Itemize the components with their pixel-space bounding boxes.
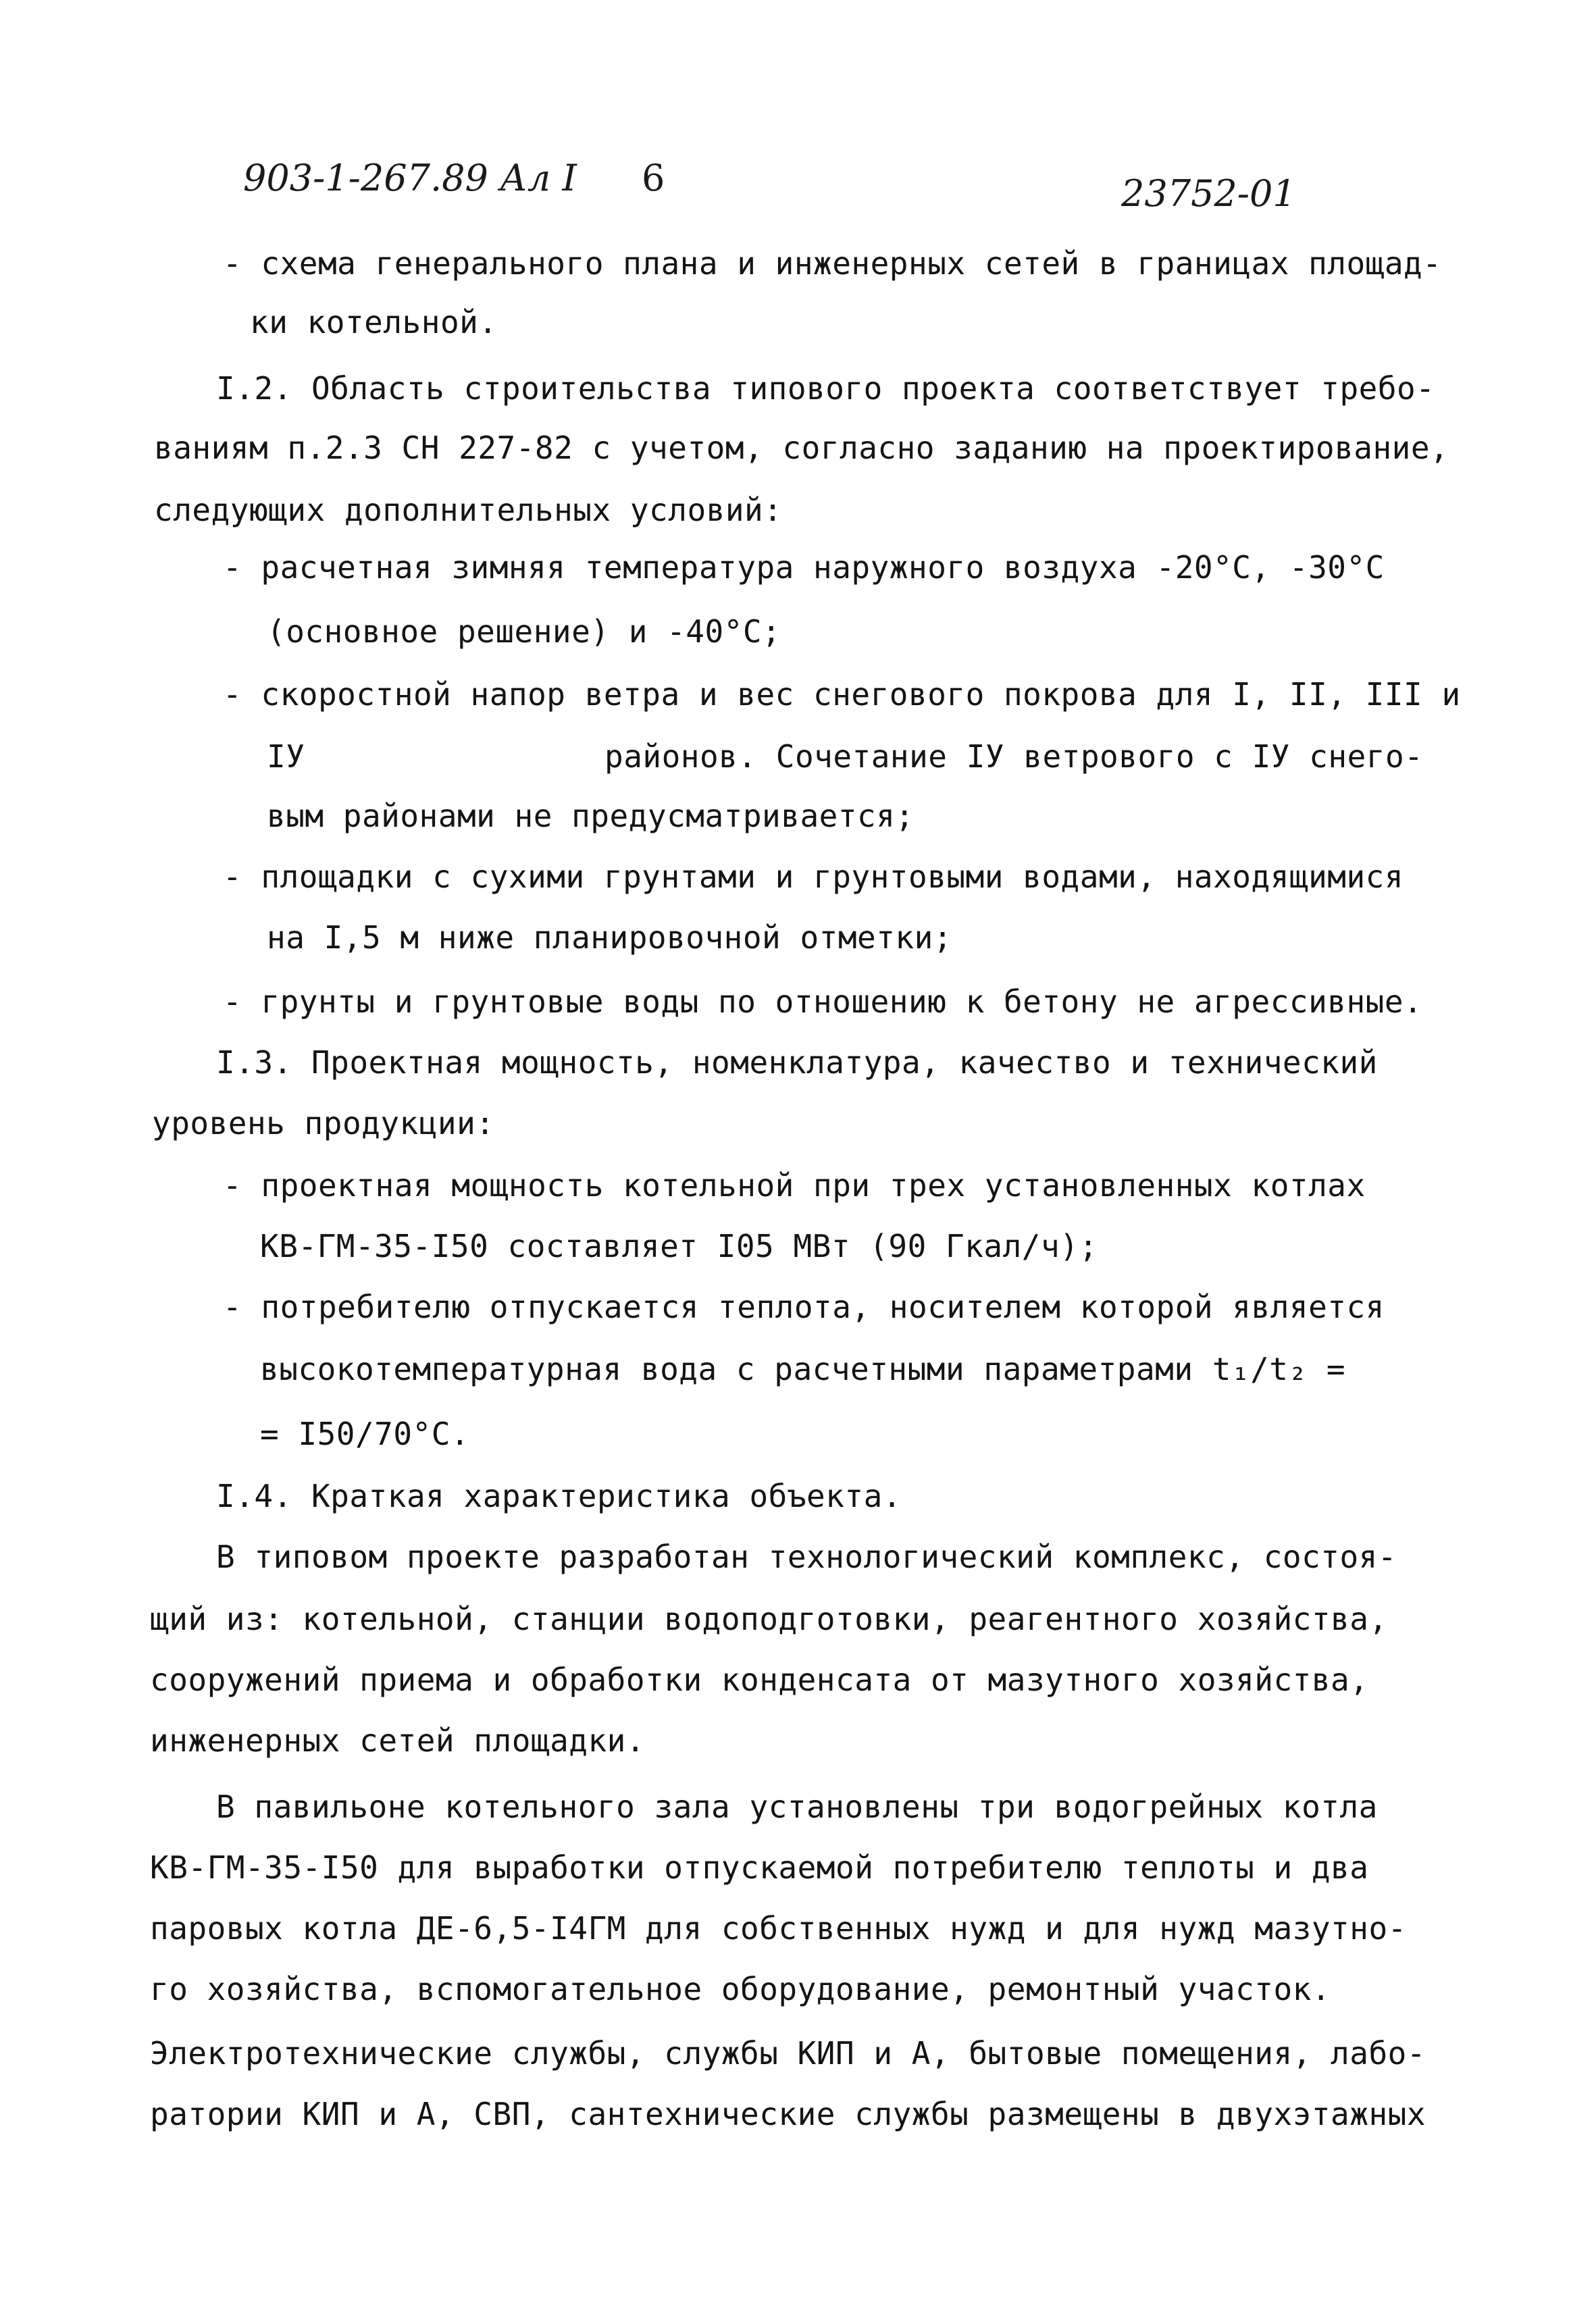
text-line: уровень продукции: [152, 1105, 495, 1141]
text-line: ратории КИП и А, СВП, сантехнические службы размещены в двухэтажных [150, 2096, 1426, 2132]
text-line: ІУ [267, 738, 305, 775]
page-number: 6 [642, 157, 665, 199]
section-heading: І.4. Краткая характеристика объекта. [216, 1478, 902, 1514]
document-code: 903-1-267.89 Ал І [243, 157, 577, 199]
text-line: щий из: котельной, станции водоподготовки, реагентного хозяйства, [150, 1601, 1388, 1637]
text-line: сооружений приема и обработки конденсата от мазутного хозяйства, [150, 1662, 1369, 1698]
text-line: вым районами не предусматривается; [267, 798, 915, 834]
text-line: го хозяйства, вспомогательное оборудование, ремонтный участок. [150, 1971, 1331, 2007]
text-line: ки котельной. [250, 304, 498, 340]
text-line: = І50/70°С. [260, 1416, 470, 1452]
list-item: - грунты и грунтовые воды по отношению к бетону не агрессивные. [223, 983, 1423, 1020]
list-item: - площадки с сухими грунтами и грунтовыми водами, находящимися [223, 858, 1404, 895]
section-heading: І.2. Область строительства типового проекта соответствует требо- [216, 370, 1435, 407]
text-line: (основное решение) и -40°С; [267, 613, 781, 650]
list-item: - проектная мощность котельной при трех установленных котлах [223, 1167, 1366, 1204]
list-item: - потребителю отпускается теплота, носителем которой является [223, 1289, 1385, 1325]
text-line: Электротехнические службы, службы КИП и А, бытовые помещения, лабо- [150, 2035, 1426, 2072]
text-line: В павильоне котельного зала установлены три водогрейных котла [216, 1789, 1378, 1825]
list-item: - скоростной напор ветра и вес снегового покрова для І, ІІ, ІІІ и [223, 676, 1461, 713]
section-heading: І.3. Проектная мощность, номенклатура, качество и технический [216, 1044, 1378, 1081]
sheet-code: 23752-01 [1121, 172, 1296, 215]
text-line: следующих дополнительных условий: [154, 492, 783, 528]
list-item: - расчетная зимняя температура наружного воздуха -20°С, -30°С [223, 549, 1385, 586]
text-line: ваниям п.2.3 СН 227-82 с учетом, согласно заданию на проектирование, [154, 430, 1449, 466]
text-line: на І,5 м ниже планировочной отметки; [267, 919, 952, 956]
text-line: КВ-ГМ-35-І50 составляет І05 МВт (90 Гкал/ч); [260, 1228, 1098, 1264]
text-line: - схема генерального плана и инженерных сетей в границах площад- [223, 245, 1442, 282]
text-line: районов. Сочетание ІУ ветрового с ІУ снего- [604, 738, 1424, 775]
text-line: КВ-ГМ-35-І50 для выработки отпускаемой потребителю теплоты и два [150, 1849, 1369, 1886]
text-line: паровых котла ДЕ-6,5-І4ГМ для собственных нужд и для нужд мазутно- [150, 1910, 1407, 1947]
text-line: инженерных сетей площадки. [150, 1722, 646, 1759]
text-line: высокотемпературная вода с расчетными параметрами t₁/t₂ = [260, 1351, 1346, 1387]
text-line: В типовом проекте разработан технологический комплекс, состоя- [216, 1539, 1397, 1575]
